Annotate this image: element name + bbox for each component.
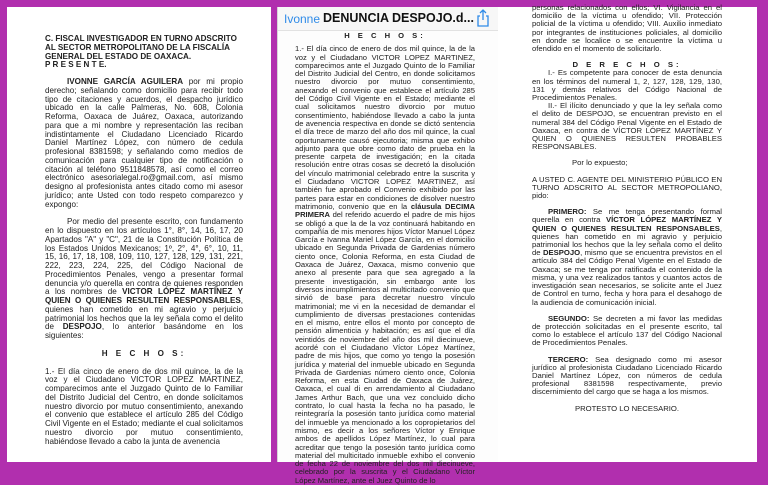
bold-text-run: VICTOR LÓPEZ MARTÍNEZ Y QUIEN O QUIENES RESULTEN RESPONSABLES [45, 287, 243, 305]
bold-text-run: SEGUNDO: [548, 313, 590, 323]
document-title: DENUNCIA DESPOJO.d... [323, 11, 474, 25]
tercero-paragraph [532, 356, 722, 397]
document-viewer [277, 7, 499, 485]
text-run: Se decreten a mi favor las medidas de protección solicitadas en el presente escrito, tal como lo establece el artículo 137 del Código Nacional de Procedimientos Penales. [532, 313, 722, 348]
medidas-paragraph: personas relacionados con ellos; VI. Vigilancia en el domicilio de la víctima u ofendido; VII. Protección policial de la víctima u ofendido; VIII. Auxilio inmediato por integrantes de instituciones policiales, al domicilio en donde se localice o se encuentre la víctima u ofendido en el momento de solicitarlo. [532, 3, 722, 54]
bold-text-run: cláusula DECIMA PRIMERA [295, 201, 476, 220]
hechos-heading: H E C H O S: [344, 31, 426, 40]
a-usted-paragraph: A USTED C. AGENTE DEL MINISTERIO PÚBLICO EN TURNO ADSCRITO AL SECTOR METROPOLIANO, pido: [532, 174, 722, 201]
text-run: , lo anterior basándome en los siguientes: [45, 322, 243, 340]
fundamento-paragraph [45, 218, 243, 341]
primero-paragraph [532, 208, 722, 306]
bold-text-run: DESPOJO [542, 248, 581, 258]
left-document-page [7, 7, 271, 462]
bold-text-run: DESPOJO [62, 322, 102, 332]
text-run: Sea designado como mi asesor jurídico al profesionista Ciudadano Licenciado Ricardo Daniel Martínez López, con números de cedula profesional 8381598 respectivamente, previo discernimiento del cargo que se haga a los mismos. [532, 354, 722, 397]
bold-text-run: VÍCTOR LÓPEZ MARTÍNEZ Y QUIEN O QUIENES RESULTEN RESPONSABLES [532, 215, 722, 233]
text-run: por mi propio derecho; señalando como domicilio para recibir todo tipo de citaciones y acuerdos, el despacho jurídico ubicado en la calle Palmeras, No. 608, Colonia Reforma, Oaxaca de Juárez, Oaxaca, autorizando para que a mi nombre y representación las reciban indistintamente el Ciudadano Licenciado Ricardo Daniel Martínez López, con número de cedula profesional 8381598; y señalando como medios de comunicación para cualquier tipo de notificación o citación al teléfono 9511848578, así como el correo electrónico asesorialegal.ro@gmail.com, así mismo designo al profesionista antes citado como mi asesor jurídico; ante Usted con todo respeto comparezco y expongo: [45, 77, 243, 209]
bold-text-run: IVONNE GARCÍA AGUILERA [67, 77, 184, 86]
segundo-paragraph [532, 315, 722, 348]
addressee-text: C. FISCAL INVESTIGADOR EN TURNO ADSCRITO AL SECTOR METROPOLITANO DE LA FISCALÍA GENERAL DEL ESTADO DE OAXACA. [45, 34, 237, 61]
text-run: Se me tenga presentando formal querella en contra [532, 207, 722, 225]
text-run: , quienes han cometido en mi agravio y perjuicio patrimonial los hechos que la ley señala como el delito de [45, 296, 243, 332]
hechos-heading: H E C H O S: [101, 348, 187, 358]
presente-text: P R E S E N T E. [45, 60, 107, 70]
share-icon[interactable] [476, 9, 490, 27]
viewer-document-text[interactable] [295, 32, 475, 485]
hechos-paragraph [295, 45, 475, 485]
text-run: Por medio del presente escrito, con fundamento en lo dispuesto en los artículos 1°, 8°, 14, 16, 17, 20 Apartados "A" y "C", 21 de la Constitución Política de los Estados Unidos Mexicanos; 1º, 2°, 4°, 6°, 10, 11, 15, 16, 17, 18, 108, 109, 110, 127, 128, 129, 131, 221, 222, 223, 224, 225, del Código Nacional de Procedimientos Penales, vengo a presentar formal denuncia y/o querella en contra de quienes responden a los nombres de [45, 217, 243, 297]
derecho-1: I.- Es competente para conocer de esta denuncia en los términos del numeral 1, 2, 127, 128, 129, 130, 131 y demás relativos del Código Nacional de Procedimientos Penales. [532, 68, 722, 103]
text-run: , mismo que se encuentra previstos en el artículo 384 del Código Penal Vigente en el Estado de Oaxaca; se me tenga por ratificada el contenido de la misma, y una vez realizados tantos y cuantos actos de investigación sean necesarios, se solicite ante el Juez de Control en turno, fecha y hora para el desahogo de la audiencia de comunicación inicial. [532, 248, 722, 307]
text-run: 1.- El día cinco de enero de dos mil quince, la de la voz y el Ciudadano VICTOR LOPEZ MARTINEZ, comparecimos ante el Juzgado Quinto de lo Familiar del Distrito Judicial del Centro, en donde solicitamos nuestro divorcio por mutuo consentimiento, anexando el convenio que establece el artículo 285 del Código Civil Vigente en el Estado; mediante el cual solicitamos nuestro divorcio por mutuo consentimiento, habiéndose llevado a cabo la junta de avenencia respectiva en donde se dictó sentencia el día trece de marzo del año dos mil quince, la cual oportunamente causó ejecutoria; misma que exhibo adjunto para que obre como dato de prueba en la presente carpeta de investigación; en la citada resolución entre otras cosas se decretó la disolución del vínculo matrimonial celebrado entre la suscrita y el Ciudadano VICTOR LOPEZ MARTINEZ, así también fue aprobado el Convenio exhibido por las partes para estar en condiciones de disolver nuestro matrimonio, convenio que en la [295, 44, 475, 211]
bold-text-run: TERCERO: [548, 354, 589, 364]
owner-link[interactable]: Ivonne [284, 12, 321, 26]
hechos-paragraph: 1.- El día cinco de enero de dos mil quince, la de la voz y el Ciudadano VICTOR LOPEZ MARTINEZ, comparecimos ante el Juzgado Quinto de lo Familiar del Distrito Judicial del Centro, en donde solicitamos nuestro divorcio por mutuo consentimiento, anexando el convenio que establece el artículo 285 del Código Civil Vigente en el Estado; mediante el cual solicitamos nuestro divorcio por mutuo consentimiento, habiéndose llevado a cabo la junta de avenencia [45, 366, 243, 446]
intro-paragraph [45, 78, 243, 209]
right-document-text [532, 4, 722, 421]
derechos-heading: D E R E C H O S: [572, 60, 682, 70]
closing-text: PROTESTO LO NECESARIO. [574, 403, 680, 413]
viewer-header-bar [278, 7, 498, 31]
bold-text-run: PRIMERO: [548, 207, 587, 217]
text-run: , quienes han cometido en mi agravio y perjuicio patrimonial los hechos que la ley señala como el delito de [532, 223, 722, 258]
left-document-text [45, 35, 243, 455]
por-lo-expuesto: Por lo expuesto; [572, 158, 628, 168]
text-run: del referido acuerdo el padre de mis hijos se obligó a que la de la voz continuará habitando en compañía de mis menores hijos Víctor Manuel López García e Ivanna Mariel López García, en el domicilio ubicado en Segunda Privada de Gardenias número ciento once, Colonia Reforma, en esta Ciudad de Oaxaca de Juárez, Oaxaca, mismo convenio que anexo al presente para que sea agregado a la presente investigación, sin embargo ante los diversos incumplimientos al multicitado convenio que sirvió de base para decretar nuestro vínculo matrimonial; me vi en la necesidad de demandar el cumplimiento de diversas prestaciones contenidas en el mismo, entre ellos el monto por concepto de pensión alimenticia y habitación; es así que el día veintidós de noviembre del año dos mil diecinueve, acordé con el Ciudadano Víctor López Martínez, padre de mis hijos, que como yo tengo la posesión jurídica y material del inmueble ubicado en Segunda Privada de Gardenias número ciento once, Colonia Reforma, en esta Ciudad de Oaxaca de Juárez, Oaxaca, el cual di en arrendamiento al Ciudadano James Arthur Bach, que una vez concluido dicho contrato, lo cual hasta la fecha no ha pasado, le reintegraría la posesión tanto jurídica como material del inmueble ya mencionado a los copropietarios del mismo, es decir a los señores Víctor y Enrique ambos de apellidos López Martínez, lo cual para acreditar que tengo la posesión tanto jurídica como material del multicitado inmueble exhibo el convenio de fecha 22 de noviembre del dos mil diecinueve, celebrado por la suscrita y el Ciudadano Víctor López Martínez, ante el Juez Quinto de lo [295, 210, 475, 485]
derecho-2: II.- El ilícito denunciado y que la ley señala como el delito de DESPOJO, se encuentran previsto en el numeral 384 del Código Penal Vigente en el Estado de Oaxaca, en contra de VÍCTOR LÓPEZ MARTÍNEZ Y QUIEN O QUIENES RESULTEN PROBABLES RESPONSABLES. [532, 101, 722, 152]
right-document-page [498, 3, 757, 462]
addressee-heading [45, 35, 243, 70]
